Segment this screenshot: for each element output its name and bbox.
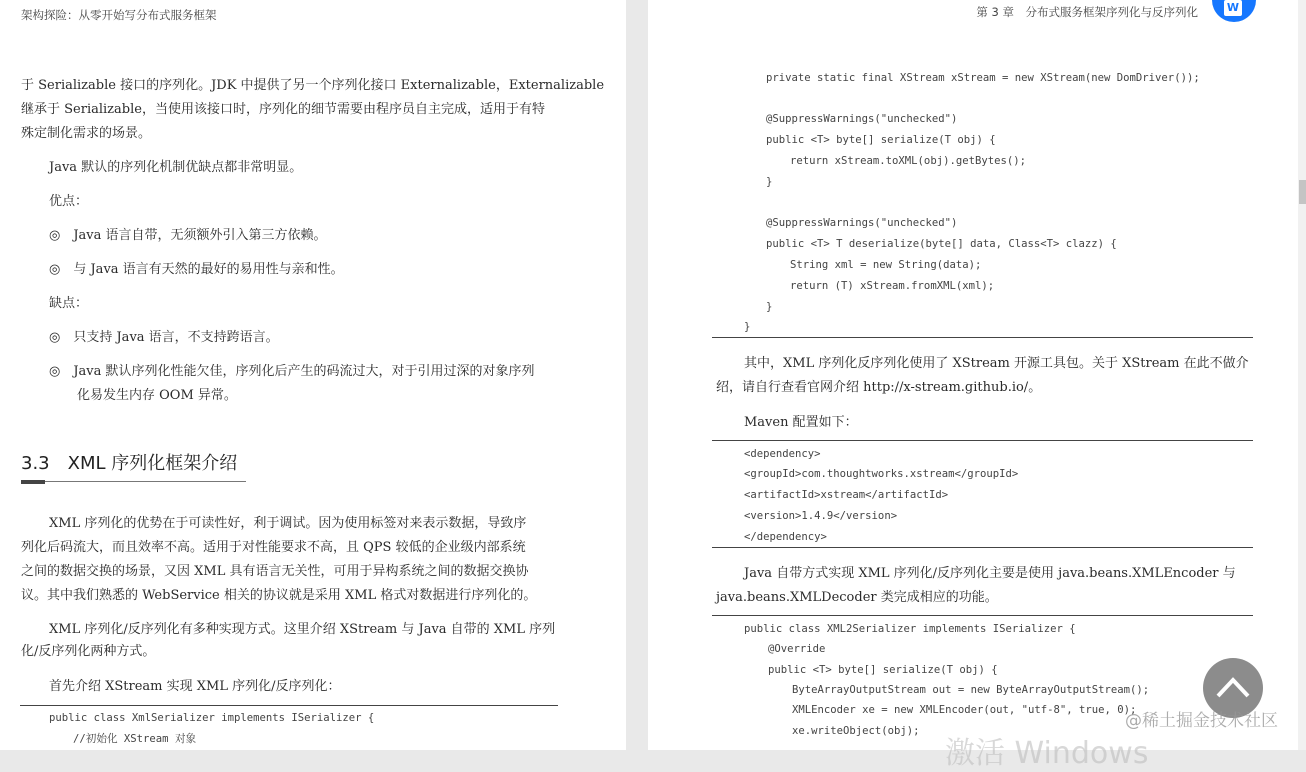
text-line: 化/反序列化两种方式。 bbox=[21, 644, 156, 659]
text-line: XML 序列化的优势在于可读性好，利于调试。因为使用标签对来表示数据，导致序 bbox=[49, 516, 527, 531]
text-line: 列化后码流大，而且效率不高。适用于对性能要求不高，且 QPS 较低的企业级内部系统 bbox=[21, 540, 526, 555]
site-watermark: @稀土掘金技术社区 bbox=[1125, 711, 1278, 731]
text-line: Java 默认的序列化机制优缺点都非常明显。 bbox=[49, 160, 303, 175]
scrollbar-thumb[interactable] bbox=[1299, 180, 1306, 204]
left-page bbox=[0, 0, 626, 750]
text-line: 优点： bbox=[49, 194, 89, 209]
code-line: xe.writeObject(obj); bbox=[792, 725, 920, 737]
code-rule bbox=[712, 337, 1253, 338]
code-line: <version>1.4.9</version> bbox=[744, 510, 898, 522]
text-line: java.beans.XMLDecoder 类完成相应的功能。 bbox=[716, 590, 998, 605]
page-header: 架构探险：从零开始写分布式服务框架 bbox=[21, 8, 217, 22]
text-line: 绍，请自行查看官网介绍 http://x-stream.github.io/。 bbox=[716, 380, 1042, 395]
text-line: Java 自带方式实现 XML 序列化/反序列化主要是使用 java.beans.XMLEncoder 与 bbox=[744, 566, 1236, 581]
page-header: 第 3 章 分布式服务框架序列化与反序列化 bbox=[976, 5, 1198, 19]
code-line: public <T> T deserialize(byte[] data, Class<T> clazz) { bbox=[766, 238, 1117, 250]
activate-windows-watermark: 激活 Windows bbox=[945, 736, 1149, 771]
heading-bar bbox=[21, 480, 45, 484]
text-line: 于 Serializable 接口的序列化。JDK 中提供了另一个序列化接口 Externalizable，Externalizable bbox=[21, 78, 605, 93]
code-line: <artifactId>xstream</artifactId> bbox=[744, 489, 949, 501]
list-item: ◎ Java 语言自带，无须额外引入第三方依赖。 bbox=[49, 228, 327, 243]
word-icon: W bbox=[1224, 0, 1242, 16]
text-line: 殊定制化需求的场景。 bbox=[21, 126, 152, 141]
code-line: } bbox=[744, 321, 751, 333]
code-line: @SuppressWarnings("unchecked") bbox=[766, 217, 958, 229]
code-line: public class XmlSerializer implements ISerializer { bbox=[49, 712, 375, 724]
list-item: ◎ 与 Java 语言有天然的最好的易用性与亲和性。 bbox=[49, 262, 344, 277]
code-line: //初始化 XStream 对象 bbox=[73, 733, 197, 745]
chevron-up-icon bbox=[1216, 674, 1250, 698]
list-item: ◎ Java 默认序列化性能欠佳，序列化后产生的码流过大，对于引用过深的对象序列 bbox=[49, 364, 535, 379]
code-line: <dependency> bbox=[744, 448, 821, 460]
code-line: return xStream.toXML(obj).getBytes(); bbox=[790, 155, 1026, 167]
code-line: @Override bbox=[768, 643, 826, 655]
code-line: public class XML2Serializer implements ISerializer { bbox=[744, 623, 1076, 635]
code-rule bbox=[712, 440, 1253, 441]
code-line: XMLEncoder xe = new XMLEncoder(out, "utf-8", true, 0); bbox=[792, 704, 1137, 716]
text-line: 继承于 Serializable，当使用该接口时，序列化的细节需要由程序员自主完成，适用于有特 bbox=[21, 102, 545, 117]
scrollbar[interactable] bbox=[1298, 0, 1306, 750]
code-rule bbox=[712, 547, 1253, 548]
text-line: 化易发生内存 OOM 异常。 bbox=[77, 388, 237, 403]
code-line: } bbox=[766, 176, 773, 188]
code-line: private static final XStream xStream = new XStream(new DomDriver()); bbox=[766, 72, 1200, 84]
text-line: 缺点： bbox=[49, 296, 89, 311]
code-line: public <T> byte[] serialize(T obj) { bbox=[768, 664, 998, 676]
code-line: <groupId>com.thoughtworks.xstream</groupId> bbox=[744, 468, 1019, 480]
text-line: 之间的数据交换的场景，又因 XML 具有语言无关性，可用于异构系统之间的数据交换协 bbox=[21, 564, 529, 579]
text-line: 其中，XML 序列化反序列化使用了 XStream 开源工具包。关于 XStream 在此不做介 bbox=[744, 356, 1249, 371]
text-line: 议。其中我们熟悉的 WebService 相关的协议就是采用 XML 格式对数据进行序列化的。 bbox=[21, 588, 537, 603]
text-line: 首先介绍 XStream 实现 XML 序列化/反序列化： bbox=[49, 679, 341, 694]
code-line: public <T> byte[] serialize(T obj) { bbox=[766, 134, 996, 146]
code-rule bbox=[20, 705, 558, 706]
code-line: } bbox=[766, 301, 773, 313]
list-item: ◎ 只支持 Java 语言，不支持跨语言。 bbox=[49, 330, 279, 345]
text-line: Maven 配置如下： bbox=[744, 415, 858, 430]
section-heading: 3.3 XML 序列化框架介绍 bbox=[21, 453, 238, 474]
heading-underline bbox=[21, 481, 246, 482]
code-line: </dependency> bbox=[744, 531, 827, 543]
code-rule bbox=[712, 615, 1253, 616]
code-line: String xml = new String(data); bbox=[790, 259, 982, 271]
text-line: XML 序列化/反序列化有多种实现方式。这里介绍 XStream 与 Java 自带的 XML 序列 bbox=[49, 622, 556, 637]
right-page bbox=[648, 0, 1298, 750]
code-line: ByteArrayOutputStream out = new ByteArrayOutputStream(); bbox=[792, 684, 1150, 696]
code-line: @SuppressWarnings("unchecked") bbox=[766, 113, 958, 125]
code-line: return (T) xStream.fromXML(xml); bbox=[790, 280, 995, 292]
